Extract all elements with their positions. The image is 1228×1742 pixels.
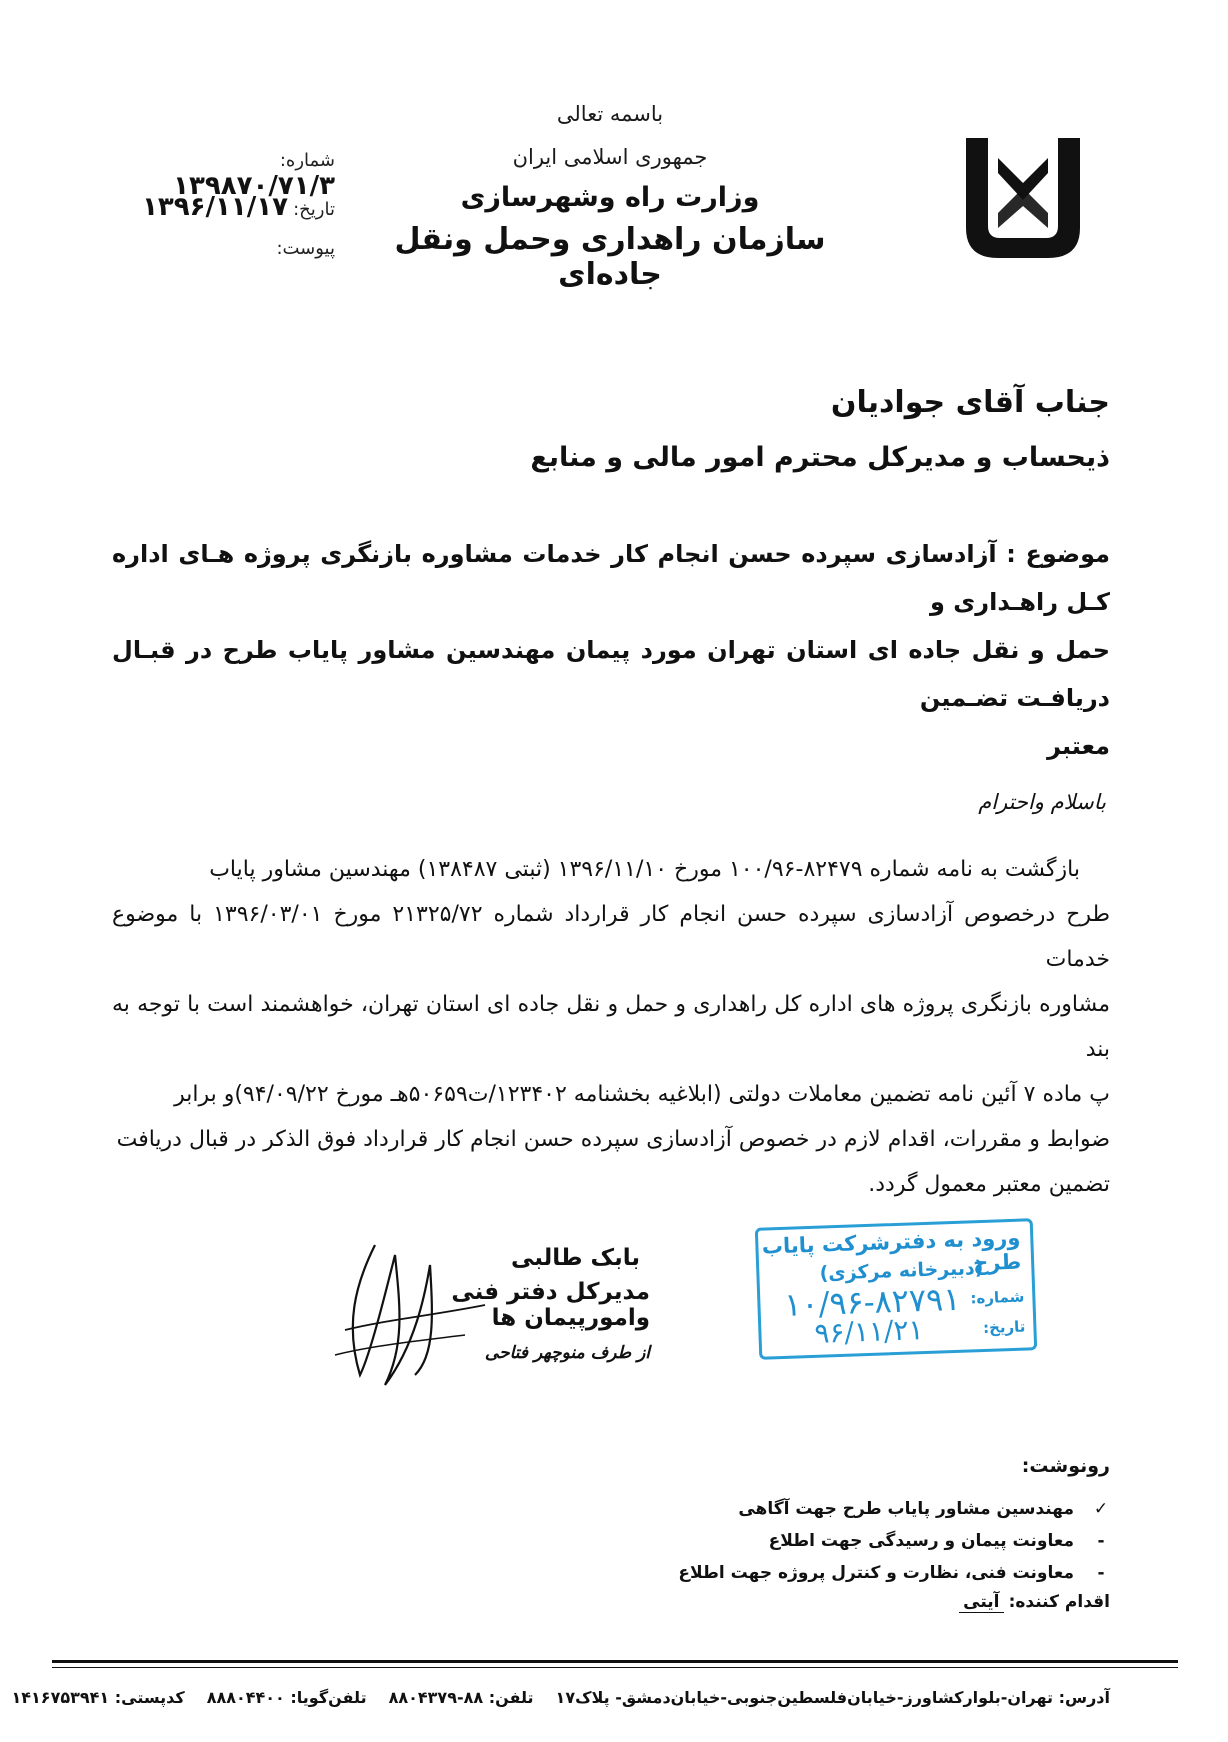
- addressee-name: جناب آقای جوادیان: [830, 385, 1110, 420]
- footer-voice-phone: تلفن‌گویا: ۸۸۸۰۴۴۰۰: [206, 1688, 367, 1707]
- signer-on-behalf: از طرف منوچهر فتاحی: [484, 1343, 650, 1363]
- body-block: [112, 847, 1110, 1207]
- stamp-number-label: شماره:: [970, 1287, 1025, 1308]
- date-value: ۱۳۹۶/۱۱/۱۷: [142, 192, 289, 222]
- body-line: مشاوره بازنگری پروژه های اداره کل راهداری و حمل و نقل جاده ای استان تهران، خواهشمند است با توجه به بند: [112, 992, 1110, 1062]
- cc-item-text: معاونت پیمان و رسیدگی جهت اطلاع: [768, 1531, 1074, 1551]
- addressee-title: ذیحساب و مدیرکل محترم امور مالی و منابع: [530, 442, 1110, 473]
- cc-list: [590, 1493, 1110, 1589]
- organization-name: سازمان راهداری وحمل ونقل جاده‌ای: [394, 222, 826, 292]
- stamp-date-label: تاریخ:: [982, 1317, 1026, 1337]
- footer-contact: [12, 1688, 1111, 1707]
- body-line: طرح درخصوص آزادسازی سپرده حسن انجام کار قرارداد شماره ۲۱۳۲۵/۷۲ مورخ ۱۳۹۶/۰۳/۰۱ با موضوع خدمات: [112, 902, 1110, 972]
- cc-heading: رونوشت:: [1021, 1455, 1110, 1477]
- stamp-title: ورود به دفترشرکت پایاب طرح: [761, 1225, 1022, 1276]
- subject-block: [112, 530, 1110, 770]
- footer-postal-code: کدپستی: ۱۴۱۶۷۵۳۹۴۱: [11, 1688, 185, 1707]
- action-by-value: آیتی: [959, 1592, 1003, 1613]
- greeting: باسلام واحترام: [978, 790, 1106, 814]
- basmala: باسمه تعالی: [556, 102, 664, 126]
- footer-rule: [52, 1660, 1178, 1663]
- stamp-subtitle: (دبیرخانه مرکزی): [819, 1256, 984, 1285]
- rmto-logo-icon: [958, 128, 1088, 268]
- action-by-label: اقدام کننده:: [1008, 1592, 1110, 1612]
- signer-position: مدیرکل دفتر فنی وامورپیمان ها: [451, 1279, 650, 1331]
- number-value: ۱۳۹۸۷۰/۷۱/۳: [173, 171, 335, 201]
- body-line: پ ماده ۷ آئین نامه تضمین معاملات دولتی (ابلاغیه بخشنامه ۱۲۳۴۰۲/ت۵۰۶۵۹هـ مورخ ۹۴/۰۹/۲۲)و برابر: [174, 1082, 1110, 1107]
- action-by: [959, 1592, 1110, 1612]
- subject-line: حمل و نقل جاده ای استان تهران مورد پیمان مهندسین مشاور پایاب طرح در قبـال دریافـت تضـمین: [112, 636, 1110, 712]
- body-line: تضمین معتبر معمول گردد.: [868, 1172, 1110, 1197]
- list-item: [590, 1557, 1110, 1589]
- attachment-label: پیوست:: [276, 238, 335, 259]
- stamp-number-value: ۱۰/۹۶-۸۲۷۹۱: [783, 1279, 962, 1324]
- footer-phone: تلفن: ۸۸-۸۸۰۴۳۷۹: [388, 1688, 534, 1707]
- country-name: جمهوری اسلامی ایران: [512, 145, 708, 169]
- check-icon: ✓: [1093, 1499, 1109, 1519]
- cc-item-text: معاونت فنی، نظارت و کنترل پروژه جهت اطلاع: [678, 1563, 1074, 1583]
- subject-line: موضوع : آزادسازی سپرده حسن انجام کار خدمات مشاوره بازنگری پروژه هـای اداره کـل راهـداری و: [112, 540, 1110, 616]
- body-line: بازگشت به نامه شماره ۸۲۴۷۹-۱۰۰/۹۶ مورخ ۱۳۹۶/۱۱/۱۰ (ثبتی ۱۳۸۴۸۷) مهندسین مشاور پایاب: [209, 857, 1080, 882]
- date-label: تاریخ:: [293, 199, 335, 220]
- bullet-dash: -: [1097, 1563, 1105, 1583]
- list-item: [590, 1525, 1110, 1557]
- body-line: ضوابط و مقررات، اقدام لازم در خصوص آزادسازی سپرده حسن انجام کار قرارداد فوق الذکر در قبال دریافت: [116, 1127, 1110, 1152]
- subject-line: معتبر: [1047, 732, 1110, 760]
- signer-name: بابک طالبی: [510, 1245, 640, 1271]
- footer-address: آدرس: تهران-بلوارکشاورز-خیابان‌فلسطین‌جنوبی-خیابان‌دمشق- پلاک۱۷: [555, 1688, 1110, 1707]
- handwritten-signature-icon: [315, 1235, 495, 1395]
- number-label: شماره:: [279, 150, 335, 171]
- stamp-date-value: ۹۶/۱۱/۲۱: [813, 1313, 925, 1350]
- bullet-dash: -: [1097, 1531, 1105, 1551]
- receipt-stamp: [755, 1218, 1037, 1360]
- list-item: [590, 1493, 1110, 1525]
- letter-date: [120, 192, 335, 222]
- cc-item-text: مهندسین مشاور پایاب طرح جهت آگاهی: [738, 1499, 1074, 1519]
- ministry-name: وزارت راه وشهرسازی: [460, 182, 760, 213]
- footer-rule: [52, 1667, 1178, 1668]
